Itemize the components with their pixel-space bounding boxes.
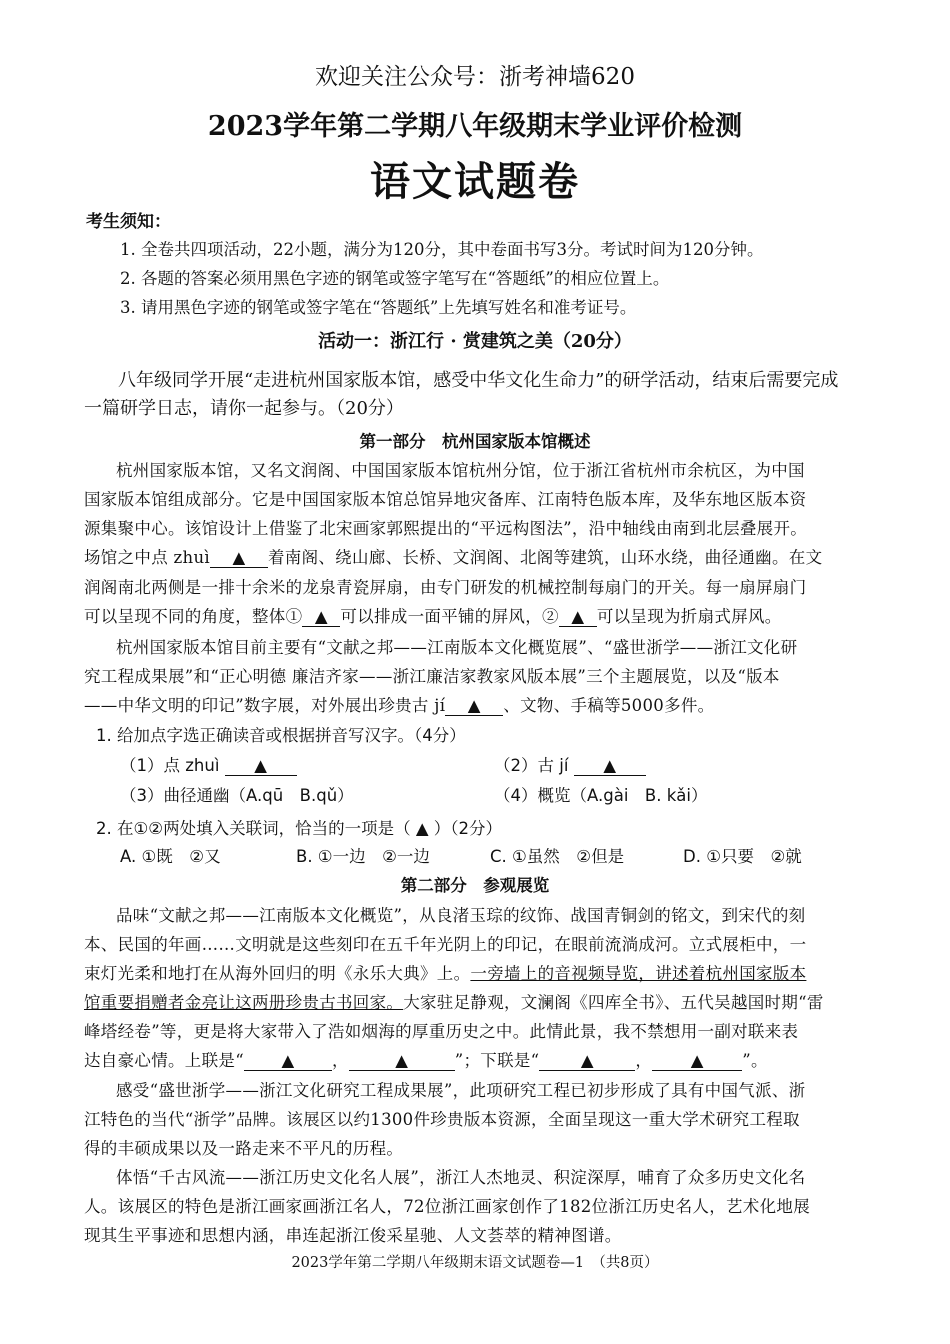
part1-text: 可以呈现为折扇式屏风。 (596, 607, 782, 626)
answer-blank: ▲ (559, 609, 597, 627)
watermark-text: 欢迎关注公众号：浙考神墙620 (315, 64, 635, 90)
activity1-intro: 一篇研学日志，请你一起参与。（20分） (84, 398, 404, 419)
part2-line: 得的丰硕成果以及一路走来不平凡的历程。 (84, 1139, 404, 1158)
notice-item: 1. 全卷共四项活动，22小题，满分为120分，其中卷面书写3分。考试时间为120分钟。 (120, 240, 764, 259)
part2-line (84, 1047, 768, 1071)
part2-line (84, 989, 824, 1013)
exam-title: 2023学年第二学期八年级期末学业评价检测 (207, 111, 743, 142)
part2-text: ， (635, 1051, 653, 1070)
question-2-option: B. ①一边 ②一边 (296, 847, 430, 866)
notice-item: 3. 请用黑色字迹的钢笔或签字笔在“答题纸”上先填写姓名和准考证号。 (120, 298, 637, 317)
part1-text: 可以排成一面平铺的屏风，② (340, 607, 559, 626)
question-2-option: C. ①虽然 ②但是 (490, 847, 625, 866)
question-1-item (120, 752, 297, 776)
question-2-stem (96, 815, 502, 839)
q1-item-text: （1）点 zhuì (120, 756, 220, 775)
question-1-item (494, 752, 646, 776)
underlined-sentence: 一旁墙上的音视频导览，讲述着杭州国家版本 (470, 964, 807, 983)
answer-blank: ▲ (349, 1053, 455, 1071)
part2-text: 达自豪心情。上联是“ (84, 1051, 244, 1070)
part2-line: 本、民国的年画……文明就是这些刻印在五千年光阴上的印记，在眼前流淌成河。立式展柜中，一 (84, 935, 807, 954)
part1-line (84, 544, 822, 568)
part2-heading: 第二部分 参观展览 (400, 876, 550, 895)
question-1-item: （3）曲径通幽（A.qū B.qǔ） (120, 786, 354, 805)
question-2-option: D. ①只要 ②就 (683, 847, 802, 866)
answer-blank: ▲ (225, 758, 297, 776)
notice-heading: 考生须知： (86, 212, 171, 232)
part2-text: ”。 (742, 1051, 768, 1070)
part2-text: ”；下联是“ (454, 1051, 540, 1070)
part2-line: 品味“文献之邦——江南版本文化概览”，从良渚玉琮的纹饰、战国青铜剑的铭文，到宋代的刻 (116, 906, 806, 925)
part1-line: 杭州国家版本馆目前主要有“文献之邦——江南版本文化概览展”、“盛世浙学——浙江文化研 (116, 638, 798, 657)
part1-text: 着南阁、绕山廊、长桥、文润阁、北阁等建筑，山环水绕，曲径通幽。在文 (267, 548, 823, 567)
underlined-sentence: 馆重要捐赠者金亮让这两册珍贵古书回家。 (84, 993, 404, 1012)
part2-line: 江特色的当代“浙学”品牌。该展区以约1300件珍贵版本资源，全面呈现这一重大学术研究工程取 (84, 1110, 800, 1129)
answer-blank: ▲ (539, 1053, 635, 1071)
part1-text: 、文物、手稿等5000多件。 (503, 696, 715, 715)
part2-line: 感受“盛世浙学——浙江文化研究工程成果展”，此项研究工程已初步形成了具有中国气派、浙 (116, 1081, 806, 1100)
part2-line: 现其生平事迹和思想内涵，串连起浙江俊采星驰、人文荟萃的精神图谱。 (84, 1226, 622, 1245)
page-footer: 2023学年第二学期八年级期末语文试题卷—1 （共8页） (291, 1255, 659, 1271)
part2-line: 峰塔经卷”等，更是将大家带入了浩如烟海的厚重历史之中。此情此景，我不禁想用一副对联来表 (84, 1022, 799, 1041)
part1-text: 场馆之中点 zhuì (84, 548, 210, 567)
part1-line: 杭州国家版本馆，又名文润阁、中国国家版本馆杭州分馆，位于浙江省杭州市余杭区，为中国 (116, 461, 805, 480)
q2-stem-text: ）（2分） (433, 819, 503, 838)
answer-blank: ▲ (445, 698, 503, 716)
part1-text: ——中华文明的印记”数字展，对外展出珍贵古 jí (84, 696, 446, 715)
part1-heading: 第一部分 杭州国家版本馆概述 (359, 432, 591, 451)
exam-subtitle: 语文试题卷 (370, 158, 580, 205)
part1-line (84, 603, 782, 627)
question-1-stem: 1. 给加点字选正确读音或根据拼音写汉字。（4分） (96, 726, 466, 745)
activity1-heading: 活动一：浙江行 · 赏建筑之美（20分） (318, 331, 632, 352)
notice-item: 2. 各题的答案必须用黑色字迹的钢笔或签字笔写在“答题纸”的相应位置上。 (120, 269, 670, 288)
answer-blank: ▲ (244, 1053, 332, 1071)
part1-line: 润阁南北两侧是一排十余米的龙泉青瓷屏扇，由专门研发的机械控制每扇门的开关。每一扇屏扇门 (84, 578, 807, 597)
part2-text: ， (331, 1051, 349, 1070)
answer-blank: ▲ (574, 758, 646, 776)
part2-text: 束灯光柔和地打在从海外回归的明《永乐大典》上。 (84, 964, 471, 983)
part1-line: 源集聚中心。该馆设计上借鉴了北宋画家郭熙提出的“平远构图法”，沿中轴线由南到北层叠展开。 (84, 519, 808, 538)
answer-blank: ▲ (652, 1053, 742, 1071)
part1-text: 可以呈现不同的角度，整体① (84, 607, 303, 626)
part2-line: 人。该展区的特色是浙江画家画浙江名人，72位浙江画家创作了182位浙江历史名人，艺术化地展 (84, 1197, 810, 1216)
part2-line (84, 960, 806, 984)
part1-line: 国家版本馆组成部分。它是中国国家版本馆总馆异地灾备库、江南特色版本库，及华东地区版本资 (84, 490, 807, 509)
part2-line: 体悟“千古风流——浙江历史文化名人展”，浙江人杰地灵、积淀深厚，哺育了众多历史文化名 (116, 1168, 806, 1187)
answer-blank: ▲ (210, 550, 268, 568)
part2-text: 大家驻足静观，文澜阁《四库全书》、五代吴越国时期“雷 (403, 993, 824, 1012)
part1-line: 究工程成果展”和“正心明德 廉洁齐家——浙江廉洁家教家风版本展”三个主题展览，以及“版本 (84, 667, 780, 686)
answer-blank: ▲ (302, 609, 340, 627)
activity1-intro: 八年级同学开展“走进杭州国家版本馆，感受中华文化生命力”的研学活动，结束后需要完成 (118, 370, 839, 391)
part1-line (84, 692, 714, 716)
q1-item-text: （2）古 jí (494, 756, 569, 775)
answer-blank: ▲ (415, 819, 429, 838)
question-1-item: （4）概览（A.gài B. kǎi） (494, 786, 708, 805)
question-2-option: A. ①既 ②又 (120, 847, 221, 866)
q2-stem-text: 2. 在①②两处填入关联词，恰当的一项是（ (96, 819, 411, 838)
